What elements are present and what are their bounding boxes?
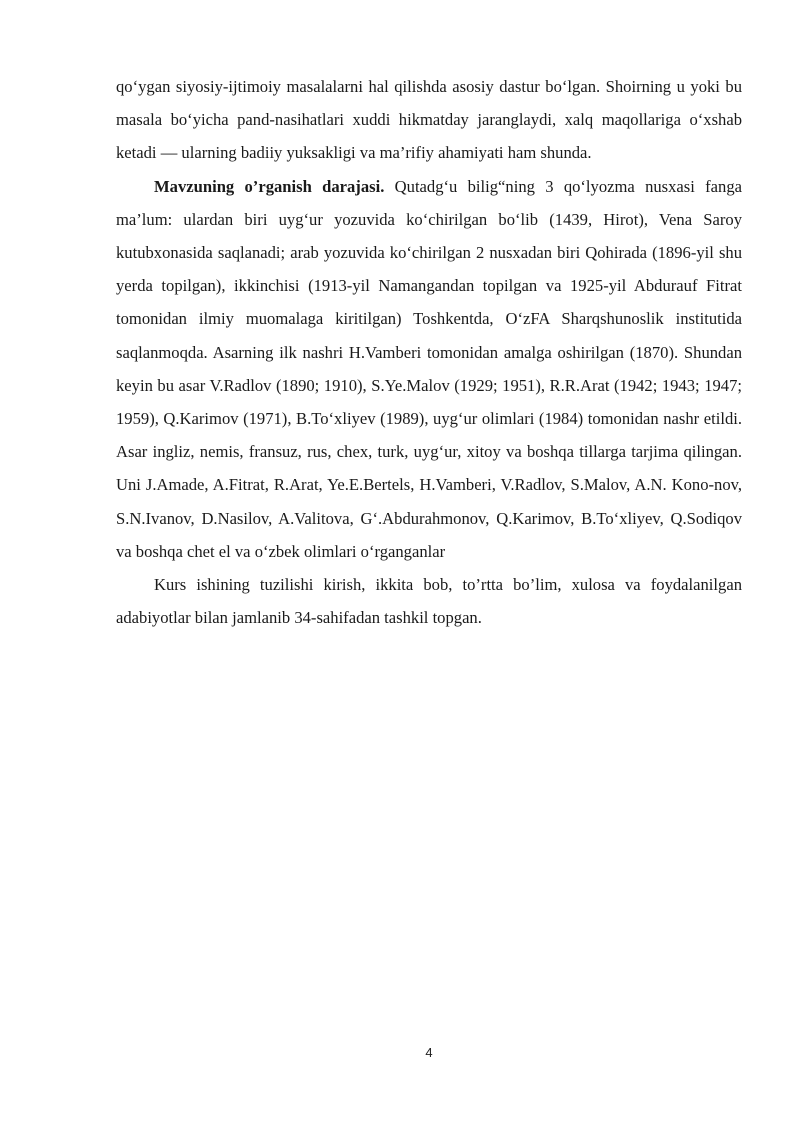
page-body bbox=[116, 70, 742, 634]
section-heading-study-level: Mavzuning o’rganish darajasi. bbox=[154, 176, 385, 196]
paragraph-study-level-text: Qutadg‘u bilig“ning 3 qo‘lyozma nusxasi fanga ma’lum: ulardan biri uyg‘ur yozuvida ko‘chirilgan bo‘lib (1439, Hirot), Vena Saroy kutubxonasida saqlanadi; arab yozuvida ko‘chirilgan 2 nusxadan biri Qohirada (1896-yil shu yerda topilgan), ikkinchisi (1913-yil Namangandan topilgan va 1925-yil Abdurauf Fitrat tomonidan ilmiy muomalaga kiritilgan) Toshkentda, O‘zFA Sharqshunoslik institutida saqlanmoqda. Asarning ilk nashri H.Vamberi tomonidan amalga oshirilgan (1870). Shundan keyin bu asar V.Radlov (1890; 1910), S.Ye.Malov (1929; 1951), R.R.Arat (1942; 1943; 1947; 1959), Q.Karimov (1971), B.To‘xliyev (1989), uyg‘ur olimlari (1984) tomonidan nashr etildi. Asar ingliz, nemis, fransuz, rus, chex, turk, uyg‘ur, xitoy va boshqa tillarga tarjima qilingan. Uni J.Amade, A.Fitrat, R.Arat, Ye.E.Bertels, H.Vamberi, V.Radlov, S.Malov, A.N. Kono-nov, S.N.Ivanov, D.Nasilov, A.Valitova, G‘.Abdurahmonov, Q.Karimov, B.To‘xliyev, Q.Sodiqov va boshqa chet el va o‘zbek olimlari o‘rganganlar bbox=[116, 176, 743, 561]
paragraph-structure-text: Kurs ishining tuzilishi kirish, ikkita bob, to’rtta bo’lim, xulosa va foydalanilgan adabiyotlar bilan jamlanib 34-sahifadan tashkil topgan. bbox=[116, 575, 742, 628]
paragraph-intro bbox=[116, 70, 742, 170]
page-number: 4 bbox=[425, 1045, 433, 1060]
paragraph-study-level bbox=[116, 170, 742, 568]
paragraph-structure bbox=[116, 568, 742, 634]
paragraph-intro-text: qo‘ygan siyosiy-ijtimoiy masalalarni hal qilishda asosiy dastur bo‘lgan. Shoirning u yoki bu masala bo‘yicha pand-nasihatlari xuddi hikmatday jaranglaydi, xalq maqollariga o‘xshab ketadi — ularning badiiy yuksakligi va ma’rifiy ahamiyati ham shunda. bbox=[116, 77, 742, 163]
